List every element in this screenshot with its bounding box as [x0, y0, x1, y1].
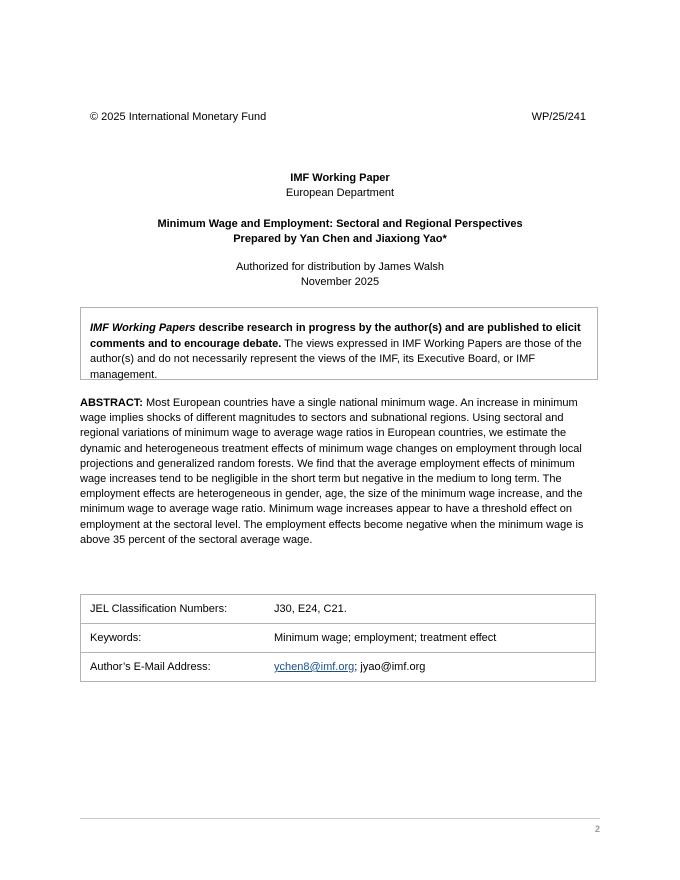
- email-label: Author’s E-Mail Address:: [81, 653, 266, 682]
- disclaimer-bold: describe research in progress by the author(s) and are published to elicit comments and to encourage debate.: [90, 322, 581, 350]
- series-title: IMF Working Paper: [290, 172, 390, 184]
- paper-id: WP/25/241: [531, 111, 586, 123]
- jel-label: JEL Classification Numbers:: [81, 595, 266, 624]
- table-row: [81, 624, 596, 653]
- email-link-ychen[interactable]: ychen8@imf.org: [274, 661, 355, 673]
- email-separator: ;: [354, 661, 361, 673]
- metadata-table: [80, 594, 596, 682]
- footer-rule: [80, 818, 600, 819]
- abstract-text: Most European countries have a single national minimum wage. An increase in minimum wage implies shocks of different magnitudes to sectors and subnational regions. Using sectoral and regional variations of minimum wage to average wage ratios in European countries, we estimate the dynamic and heterogeneous treatment effects of minimum wage changes on employment through local projections and generalized random forests. We find that the average employment effects of minimum wage increases tend to be negligible in the short term but negative in the medium to long term. The employment effects are heterogeneous in gender, age, the size of the minimum wage increase, and the minimum wage to average wage ratio. Minimum wage increases appear to have a threshold effect on employment at the sectoral level. The employment effects become negative when the minimum wage is above 35 percent of the sectoral average wage.: [80, 397, 584, 546]
- abstract: [80, 396, 600, 548]
- abstract-label: ABSTRACT:: [80, 397, 143, 409]
- email-jyao: jyao@imf.org: [360, 661, 426, 673]
- copyright-notice: © 2025 International Monetary Fund: [90, 111, 267, 123]
- department: European Department: [285, 187, 395, 199]
- publication-date: November 2025: [300, 276, 380, 288]
- disclaimer-lead: IMF Working Papers: [90, 322, 196, 334]
- keywords-label: Keywords:: [81, 624, 266, 653]
- page-number: 2: [594, 824, 600, 834]
- authorized-by: Authorized for distribution by James Walsh: [235, 261, 445, 273]
- disclaimer-box: [80, 307, 598, 380]
- email-value: [265, 653, 596, 682]
- table-row: [81, 595, 596, 624]
- prepared-by: Prepared by Yan Chen and Jiaxiong Yao*: [233, 233, 447, 245]
- disclaimer-text: The views expressed in IMF Working Papers are those of the author(s) and do not necessarily represent the views of the IMF, its Executive Board, or IMF management.: [90, 337, 582, 381]
- paper-title: Minimum Wage and Employment: Sectoral and Regional Perspectives: [157, 218, 523, 230]
- keywords-value: Minimum wage; employment; treatment effect: [265, 624, 596, 653]
- table-row: [81, 653, 596, 682]
- jel-value: J30, E24, C21.: [265, 595, 596, 624]
